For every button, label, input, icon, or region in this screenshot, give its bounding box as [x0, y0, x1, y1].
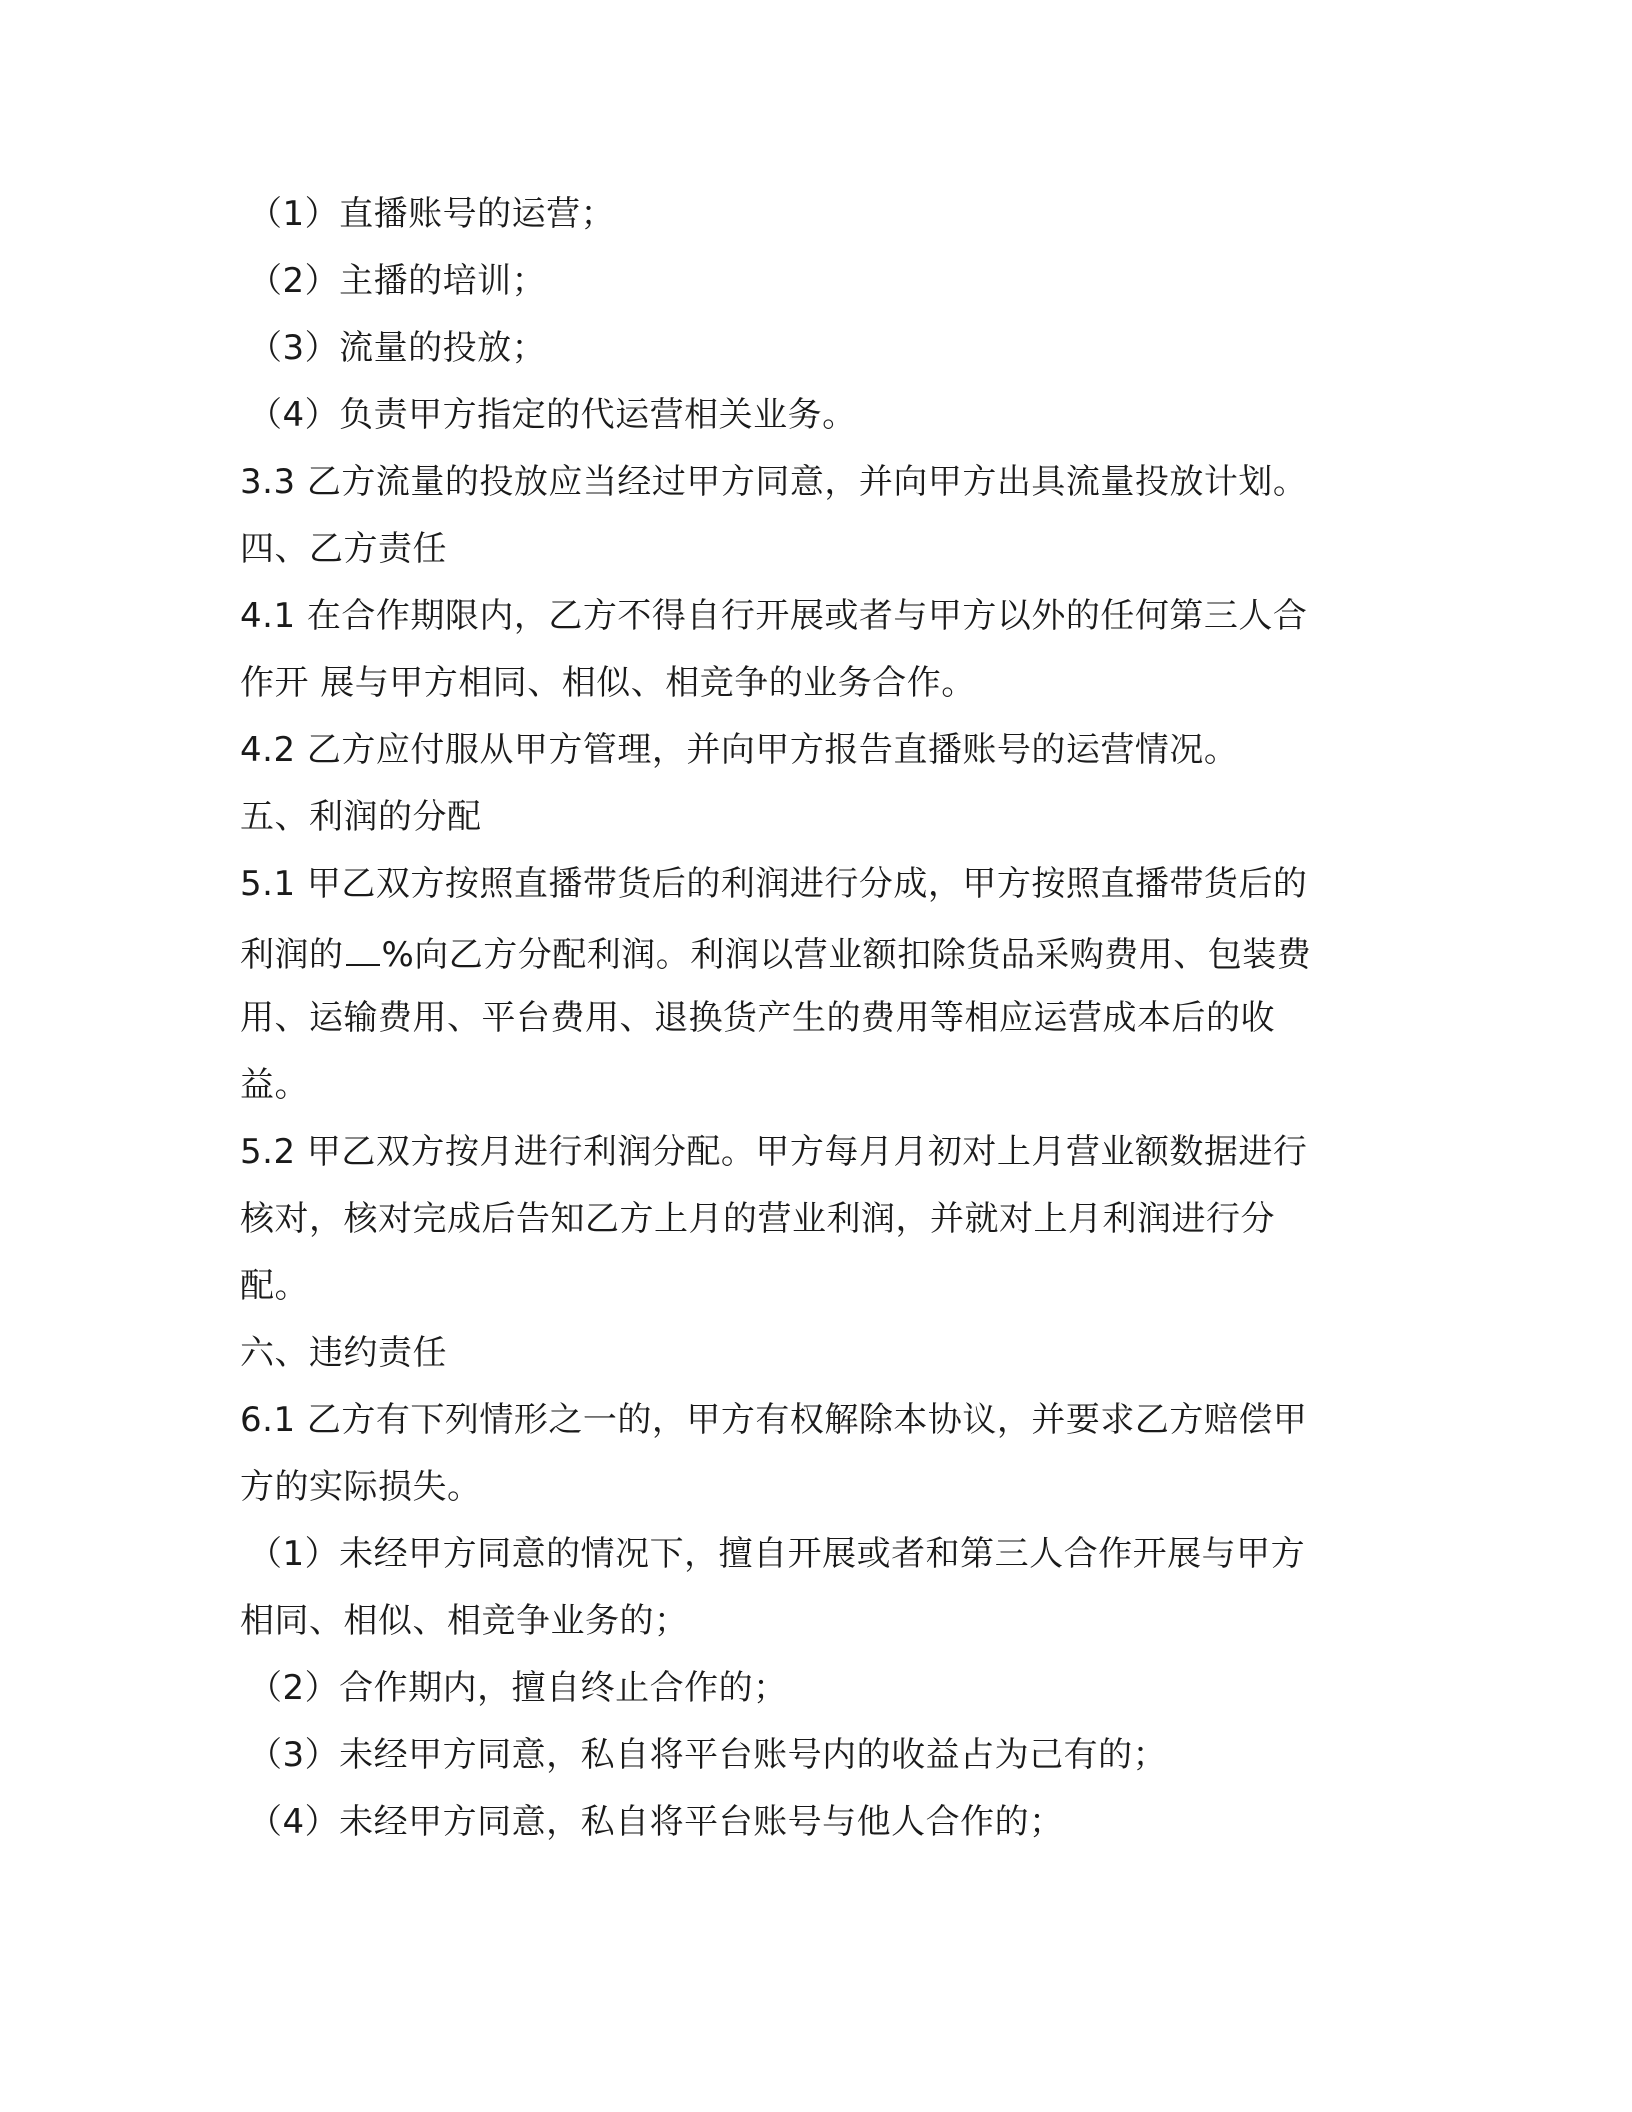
list-item: （2）主播的培训；	[248, 261, 547, 301]
list-item: （3）未经甲方同意，私自将平台账号内的收益占为己有的；	[248, 1735, 1168, 1775]
clause-5-2: 5.2 甲乙双方按月进行利润分配。甲方每月月初对上月营业额数据进行	[240, 1132, 1308, 1172]
section-heading-4: 四、乙方责任	[240, 529, 447, 569]
clause-6-1-cont: 方的实际损失。	[240, 1467, 482, 1507]
list-item: （4）未经甲方同意，私自将平台账号与他人合作的；	[248, 1802, 1064, 1842]
clause-5-2-cont: 核对，核对完成后告知乙方上月的营业利润，并就对上月利润进行分	[240, 1199, 1275, 1239]
clause-5-2-cont: 配。	[240, 1266, 309, 1306]
clause-5-1-cont	[240, 933, 1311, 977]
clause-3-3: 3.3 乙方流量的投放应当经过甲方同意，并向甲方出具流量投放计划。	[240, 462, 1308, 502]
list-item: （4）负责甲方指定的代运营相关业务。	[248, 395, 857, 435]
clause-text: 利润的	[240, 935, 344, 975]
clause-5-1: 5.1 甲乙双方按照直播带货后的利润进行分成，甲方按照直播带货后的	[240, 864, 1308, 904]
clause-5-1-cont: 益。	[240, 1065, 309, 1105]
clause-4-1-cont: 作开 展与甲方相同、相似、相竞争的业务合作。	[240, 663, 976, 703]
clause-text: %向乙方分配利润。利润以营业额扣除货品采购费用、包装费	[381, 935, 1312, 975]
percentage-blank	[346, 934, 380, 966]
section-heading-6: 六、违约责任	[240, 1333, 447, 1373]
list-item: （3）流量的投放；	[248, 328, 547, 368]
list-item: （1）未经甲方同意的情况下，擅自开展或者和第三人合作开展与甲方	[248, 1534, 1306, 1574]
list-item: （2）合作期内，擅自终止合作的；	[248, 1668, 788, 1708]
clause-4-1: 4.1 在合作期限内，乙方不得自行开展或者与甲方以外的任何第三人合	[240, 596, 1308, 636]
list-item-cont: 相同、相似、相竞争业务的；	[240, 1601, 689, 1641]
clause-5-1-cont: 用、运输费用、平台费用、退换货产生的费用等相应运营成本后的收	[240, 998, 1275, 1038]
clause-4-2: 4.2 乙方应付服从甲方管理，并向甲方报告直播账号的运营情况。	[240, 730, 1239, 770]
section-heading-5: 五、利润的分配	[240, 797, 482, 837]
list-item: （1）直播账号的运营；	[248, 194, 616, 234]
clause-6-1: 6.1 乙方有下列情形之一的，甲方有权解除本协议，并要求乙方赔偿甲	[240, 1400, 1308, 1440]
